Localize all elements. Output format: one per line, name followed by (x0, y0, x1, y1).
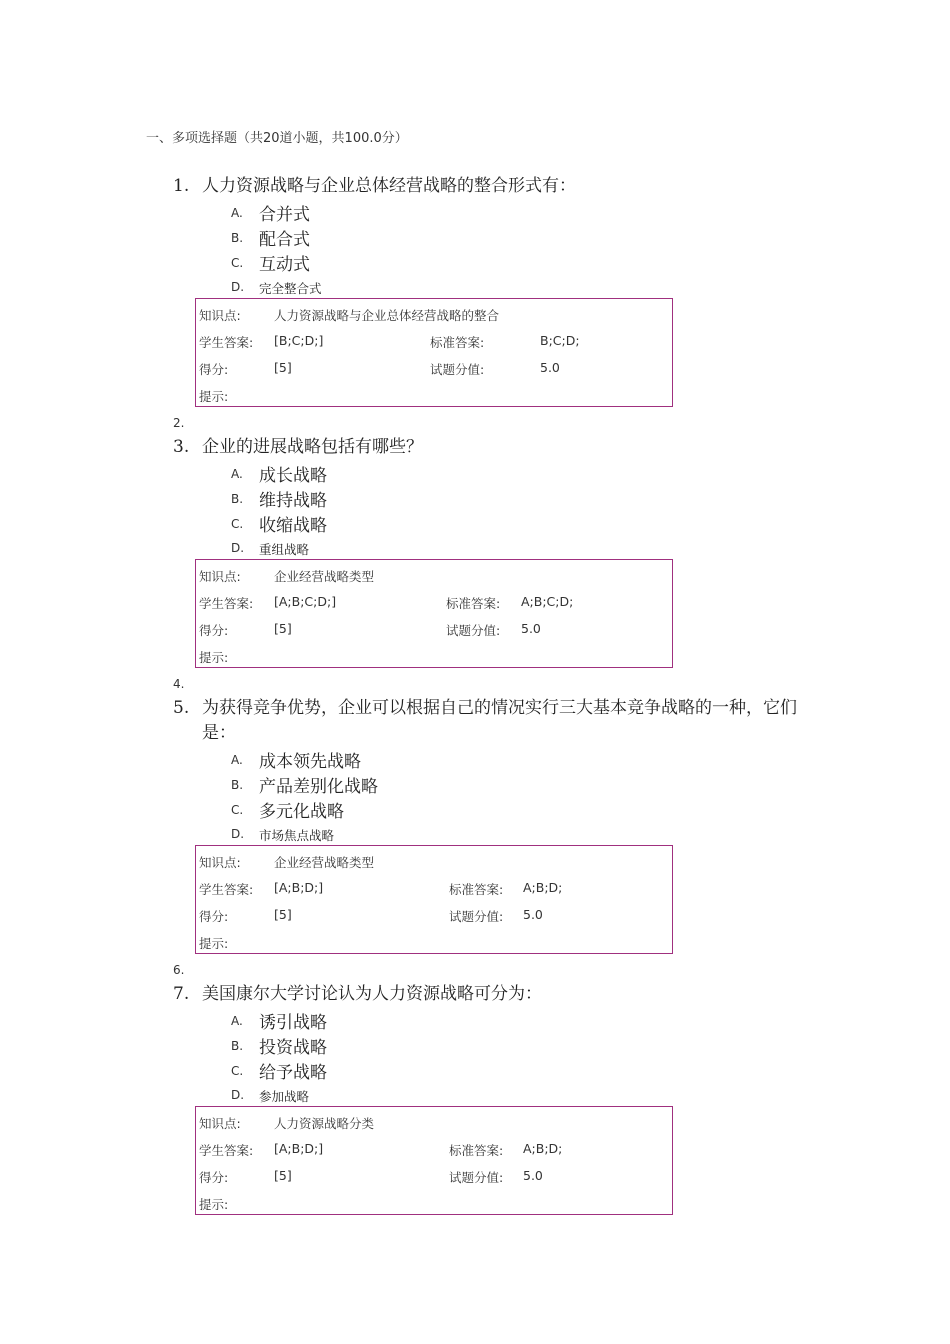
empty-question-number: 4. (173, 677, 185, 691)
question-number: 5. (173, 698, 190, 718)
option-letter: B. (231, 1039, 244, 1053)
question-value: 5.0 (523, 907, 543, 922)
standard-answer-value: A;B;D; (523, 1141, 563, 1156)
option-letter: C. (231, 256, 244, 270)
knowledge-value: 企业经营战略类型 (274, 569, 375, 584)
hint-label: 提示: (199, 1197, 229, 1212)
question-value-label: 试题分值: (430, 362, 485, 377)
option-text: 收缩战略 (259, 516, 327, 536)
hint-label: 提示: (199, 650, 229, 665)
student-answer-label: 学生答案: (199, 596, 254, 611)
knowledge-value: 人力资源战略与企业总体经营战略的整合 (274, 308, 500, 323)
question-value-label: 试题分值: (449, 909, 504, 924)
student-answer-label: 学生答案: (199, 1143, 254, 1158)
empty-question-number: 6. (173, 963, 185, 977)
option-letter: C. (231, 1064, 244, 1078)
standard-answer-label: 标准答案: (446, 596, 501, 611)
option-text: 参加战略 (259, 1089, 310, 1104)
question-number: 1. (173, 176, 190, 196)
question-value: 5.0 (521, 621, 541, 636)
standard-answer-value: A;B;C;D; (521, 594, 574, 609)
option-text: 给予战略 (259, 1063, 327, 1083)
option-letter: C. (231, 803, 244, 817)
option-text: 成本领先战略 (259, 752, 361, 772)
section-title: 一、多项选择题（共20道小题，共100.0分） (146, 131, 408, 146)
option-text: 重组战略 (259, 542, 310, 557)
question-value-label: 试题分值: (446, 623, 501, 638)
score-value: [5] (274, 621, 292, 636)
option-text: 合并式 (259, 205, 310, 225)
option-text: 投资战略 (259, 1038, 327, 1058)
standard-answer-value: A;B;D; (523, 880, 563, 895)
option-letter: B. (231, 492, 244, 506)
score-label: 得分: (199, 909, 229, 924)
student-answer-value: [A;B;D;] (274, 880, 324, 895)
question-number: 3. (173, 437, 190, 457)
option-letter: B. (231, 778, 244, 792)
score-label: 得分: (199, 362, 229, 377)
answer-info-box (195, 298, 673, 407)
knowledge-label: 知识点: (199, 569, 241, 584)
student-answer-value: [A;B;C;D;] (274, 594, 337, 609)
question-value-label: 试题分值: (449, 1170, 504, 1185)
knowledge-label: 知识点: (199, 855, 241, 870)
option-text: 多元化战略 (259, 802, 344, 822)
option-letter: A. (231, 206, 243, 220)
standard-answer-label: 标准答案: (449, 882, 504, 897)
answer-info-box (195, 1106, 673, 1215)
student-answer-label: 学生答案: (199, 882, 254, 897)
option-letter: D. (231, 280, 245, 294)
option-text: 市场焦点战略 (259, 828, 335, 843)
student-answer-value: [A;B;D;] (274, 1141, 324, 1156)
score-value: [5] (274, 360, 292, 375)
answer-info-box (195, 845, 673, 954)
option-letter: C. (231, 517, 244, 531)
hint-label: 提示: (199, 389, 229, 404)
option-text: 成长战略 (259, 466, 327, 486)
student-answer-value: [B;C;D;] (274, 333, 324, 348)
student-answer-label: 学生答案: (199, 335, 254, 350)
question-value: 5.0 (523, 1168, 543, 1183)
knowledge-label: 知识点: (199, 1116, 241, 1131)
option-text: 互动式 (259, 255, 310, 275)
standard-answer-label: 标准答案: (449, 1143, 504, 1158)
question-value: 5.0 (540, 360, 560, 375)
option-text: 配合式 (259, 230, 310, 250)
hint-label: 提示: (199, 936, 229, 951)
option-text: 产品差别化战略 (259, 777, 378, 797)
knowledge-label: 知识点: (199, 308, 241, 323)
option-letter: A. (231, 753, 243, 767)
option-letter: B. (231, 231, 244, 245)
question-number: 7. (173, 984, 190, 1004)
answer-info-box (195, 559, 673, 668)
score-label: 得分: (199, 623, 229, 638)
score-value: [5] (274, 907, 292, 922)
option-text: 诱引战略 (259, 1013, 327, 1033)
question-text: 企业的进展战略包括有哪些？ (202, 437, 423, 457)
option-letter: D. (231, 827, 245, 841)
standard-answer-label: 标准答案: (430, 335, 485, 350)
empty-question-number: 2. (173, 416, 185, 430)
question-text: 为获得竞争优势，企业可以根据自己的情况实行三大基本竞争战略的一种，它们是： (202, 698, 797, 743)
option-letter: A. (231, 467, 243, 481)
option-letter: A. (231, 1014, 243, 1028)
option-text: 完全整合式 (259, 281, 322, 296)
question-text: 人力资源战略与企业总体经营战略的整合形式有： (202, 176, 576, 196)
knowledge-value: 企业经营战略类型 (274, 855, 375, 870)
option-letter: D. (231, 1088, 245, 1102)
option-letter: D. (231, 541, 245, 555)
score-label: 得分: (199, 1170, 229, 1185)
option-text: 维持战略 (259, 491, 327, 511)
knowledge-value: 人力资源战略分类 (274, 1116, 375, 1131)
standard-answer-value: B;C;D; (540, 333, 580, 348)
question-text: 美国康尔大学讨论认为人力资源战略可分为： (202, 984, 542, 1004)
score-value: [5] (274, 1168, 292, 1183)
